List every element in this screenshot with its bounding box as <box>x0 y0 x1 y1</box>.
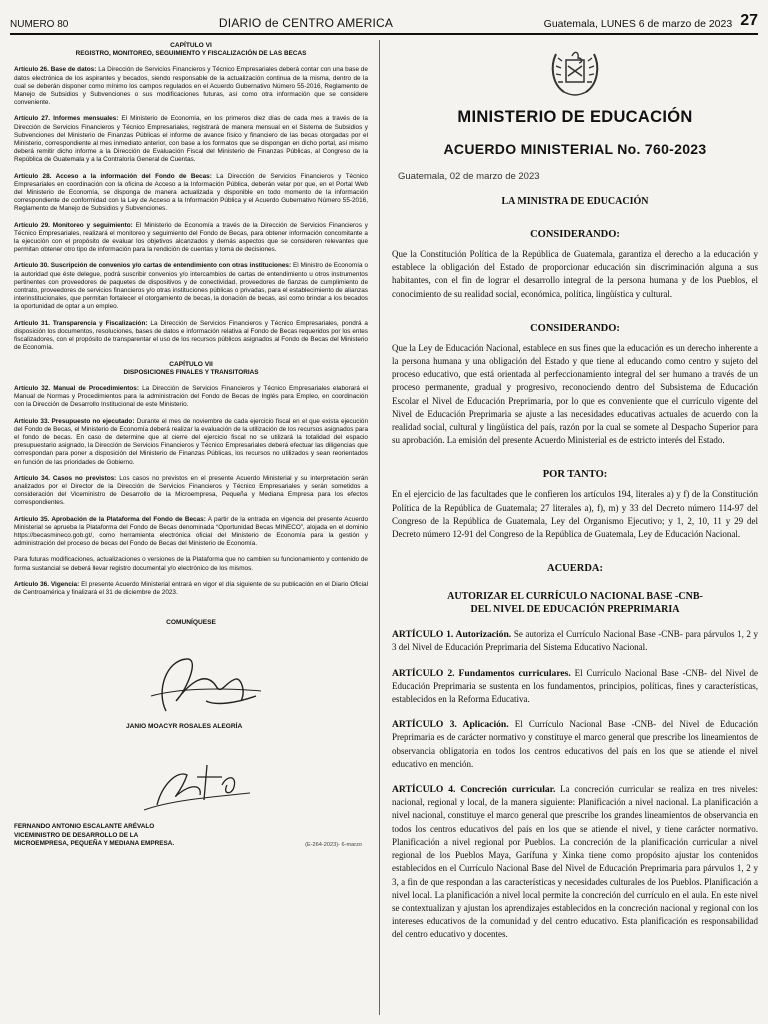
newspaper-name: DIARIO de CENTRO AMERICA <box>218 16 394 30</box>
left-column <box>14 40 368 1018</box>
chapter-heading: CAPÍTULO VI <box>170 42 212 49</box>
signature-2 <box>142 755 252 815</box>
article-29: Artículo 29. Monitoreo y seguimiento: El Ministerio de Economía a través de la Dirección de Servicios Financieros y Técnico Empresariales, realizará el monitoreo y seguimiento del Fondo de Becas, para obtener información concomitante a la ejecución con el propósito de evaluar los objetivos alcanzados y demás aspectos que se consideren relevantes que permitan obtener otro tipo de información para la rendición de cuentas y toma de decisiones. <box>14 221 368 254</box>
guatemala-coat-of-arms-icon <box>546 46 604 98</box>
minister-heading: LA MINISTRA DE EDUCACIÓN <box>501 196 649 207</box>
signature-1 <box>146 651 266 721</box>
viceminister-title: MICROEMPRESA, PEQUEÑA Y MEDIANA EMPRESA. <box>14 840 175 848</box>
viceminister-name: FERNANDO ANTONIO ESCALANTE ARÉVALO <box>14 823 155 831</box>
comuniquese-heading: COMUNÍQUESE <box>166 619 216 627</box>
article-36: Artículo 36. Vigencia: El presente Acuerdo Ministerial entrará en vigor el día siguiente de su publicación en el Diario Oficial de Centroamérica y finalizará el 31 de diciembre de 2023. <box>14 580 368 596</box>
articulo-2: ARTÍCULO 2. Fundamentos curriculares. El Currículo Nacional Base -CNB- del Nivel de Educación Preprimaria se sustenta en los fundamentos, principios, políticas, fines y características, establecidos en la Reforma Educativa. <box>392 667 758 705</box>
agreement-title: ACUERDO MINISTERIAL No. 760-2023 <box>443 141 707 157</box>
article-34: Artículo 34. Casos no previstos: Los casos no previstos en el presente Acuerdo Ministerial y su interpretación serán analizados por el Director de la Dirección de Servicios Financieros y Técnico Empresariales y serán sometidos a consideración del Viceministro de Desarrollo de la Microempresa, Pequeña y Mediana Empresa para los efectos correspondientes. <box>14 474 368 507</box>
articulo-3: ARTÍCULO 3. Aplicación. El Currículo Nacional Base -CNB- del Nivel de Educación Preprimaria es de carácter normativo y constituye el marco general que prescribe los lineamientos de observancia obligatoria en todos los centros educativos del país en los que se atiende el nivel educativo en mención. <box>392 719 758 769</box>
issue-number: NUMERO 80 <box>10 19 69 30</box>
page-number: 27 <box>740 12 758 29</box>
publication-reference: (E-264-2023)- 6-marzo <box>305 842 362 849</box>
article-32: Artículo 32. Manual de Procedimientos: La Dirección de Servicios Financieros y Técnico Empresariales elaborará el Manual de Normas y Procedimientos para la administración del Fondo de Becas de Inglés para Empleo, en coordinación con la Dirección de Desarrollo Institucional de este Ministerio. <box>14 384 368 409</box>
right-column <box>392 40 758 1018</box>
article-28: Artículo 28. Acceso a la información del Fondo de Becas: La Dirección de Servicios Financieros y Técnico Empresariales en coordinación con la oficina de Acceso a la Información Pública, deberán velar por que, en el Portal Web del Ministerio de Economía, se disponga de manera actualizada y disponible en todo momento de la información correspondiente de conformidad con la Ley de Acceso a la Información Pública y el Acuerdo Gubernativo Número 55-2016, Reglamento de Manejo de Subsidios y Subvenciones. <box>14 172 368 213</box>
place-date: Guatemala, 02 de marzo de 2023 <box>398 171 540 182</box>
chapter-title: DISPOSICIONES FINALES Y TRANSITORIAS <box>123 368 259 376</box>
considerando-heading: CONSIDERANDO: <box>530 322 620 334</box>
por-tanto-heading: POR TANTO: <box>542 469 608 481</box>
considerando-paragraph: Que la Ley de Educación Nacional, establece en sus fines que la educación es un derecho inherente a la persona humana y una obligación del Estado y que tiene al educando como centro y sujeto del proceso educativo, que está orientada al perfeccionamiento integral del ser humano a través de un proceso permanente, gradual y progresivo, reconociendo dentro del Subsistema de Educación Escolar el Nivel de Educación Preprimaria, por lo que es conveniente que el currículo vigente del Nivel de Educación Preprimaria se ajuste a las necesidades educativas actuales de acuerdo con la realidad social, cultural y lingüística del país, razón por la cual se somete al Despacho Superior para su aprobación. La emisión del presente Acuerdo Ministerial es de estricto interés del Estado. <box>392 342 758 446</box>
article-30: Artículo 30. Suscripción de convenios y/o cartas de entendimiento con otras instituciones: El Ministro de Economía o la autoridad que éste delegue, podrá suscribir convenios y/o intercambios de cartas de entendimiento u otros instrumentos pertinentes con proveedores de paquetes de dispositivos y de conectividad, proveedores de fianzas de cumplimiento de contrato, proveedores de servicios financieros y/o otras instituciones públicas o privadas, para el establecimiento de alianzas interinstitucionales, que permitan fortalecer el otorgamiento de becas, la donación de becas, así como brindar a los becados la oportunidad de optar a un empleo. <box>14 262 368 311</box>
acuerda-heading: ACUERDA: <box>547 563 603 575</box>
articulo-1: ARTÍCULO 1. Autorización. Se autoriza el Currículo Nacional Base -CNB- para párvulos 1, 2 y 3 del Nivel de Educación Preprimaria del Sistema Educativo Nacional. <box>392 629 758 653</box>
curriculum-title: AUTORIZAR EL CURRÍCULO NACIONAL BASE -CNB- DEL NIVEL DE EDUCACIÓN PREPRIMARIA <box>447 591 703 616</box>
article-31: Artículo 31. Transparencia y Fiscalización: La Dirección de Servicios Financieros y Técnico Empresariales, pondrá a disposición los documentos, resoluciones, bases de datos e información relativa al Fondo de Becas requeridos por los entes fiscalizadores, con el propósito de transparentar el uso de los recursos públicos asignados al Fondo de Becas del Ministerio de Economía. <box>14 319 368 352</box>
articulo-4: ARTÍCULO 4. Concreción curricular. La concreción curricular se realiza en tres niveles: nacional, regional y local, de la manera siguiente: Planificación a nivel nacional. La planificación a nivel nacional, constituye el marco general que prescribe los grandes lineamientos de observancia en todos los centros educativos del país en los que se atiende el nivel, y tiene carácter normativo. Planificación a nivel regional por Pueblos. La concreción de la planificación curricular a nivel regional de los Pueblos Maya, Garífuna y Xinka tiene como propósito ajustar los contenidos establecidos en el Currículo Nacional Base del Nivel de Educación Preprimaria para párvulos 1, 2 y 3, a fin de que respondan a las características y necesidades culturales de los Pueblos. Planificación a nivel local. La planificación a nivel local permite la concreción del currículo en el aula. En este nivel se contextualizan y ajustan los aprendizajes establecidos en la concreción nacional y regional con los intereses educativos de la comunidad y del centro educativo. Esta planificación es responsabilidad del centro educativo y docentes. <box>392 784 758 940</box>
article-35-paragraph: Para futuras modificaciones, actualizaciones o versiones de la Plataforma que no cambien su funcionamiento y contenido de forma sustancial se deberá llevar registro documental y/o electrónico de los mismos. <box>14 556 368 572</box>
viceminister-block <box>14 823 174 848</box>
page-header <box>10 4 758 35</box>
considerando-paragraph: Que la Constitución Política de la República de Guatemala, garantiza el derecho a la educación y establece la obligación del Estado de proporcionar educación sin discriminación alguna a sus habitantes, con el fin de lograr el desarrollo integral de la persona humana y de los Pueblos, el conocimiento de su realidad social, económica, política, lingüística y cultural. <box>392 249 758 299</box>
signature-block <box>14 627 368 857</box>
article-35: Artículo 35. Aprobación de la Plataforma del Fondo de Becas: A partir de la entrada en vigencia del presente Acuerdo Ministerial se aprueba la Plataforma del Fondo de Becas denominada “Oportunidad Becas MINECO”, alojada en el dominio https://becasmineco.gob.gt/, como herramienta electrónica oficial del Ministerio de Economía para la gestión y administración del proceso de becas del Fondo de Becas del Ministerio de Economía. <box>14 515 368 548</box>
article-27: Artículo 27. Informes mensuales: El Ministerio de Economía, en los primeros diez días de cada mes a través de la Dirección de Servicios Financieros y Técnico Empresariales, registrará de manera mensual en el Sistema de Subsidios y Subvenciones del Ministerio de Finanzas Públicas el informe de avance físico y financiero de las becas otorgadas por el Ministerio, correspondiente al mes inmediato anterior, con base a los formatos que se dispongan en dicho portal, así mismo deberá remitir dicho informe a la Dirección de Evaluación Fiscal del Ministerio de Finanzas Públicas, al Congreso de la República de Guatemala y a la Contraloría General de Cuentas. <box>14 115 368 164</box>
chapter-title: REGISTRO, MONITOREO, SEGUIMIENTO Y FISCALIZACIÓN DE LAS BECAS <box>75 50 307 58</box>
article-26: Artículo 26. Base de datos: La Dirección de Servicios Financieros y Técnico Empresariales deberá contar con una base de datos electrónica de los aspirantes y becados, siendo responsable de la actualización continua de la misma, dentro de la cual se deberán disponer como mínimo los campos regulados en el Acuerdo Gubernativo Número 55-2016, Reglamento de Manejo de Subsidios y Subvenciones o sus modificaciones futuras, así como otra información que se considere conveniente. <box>14 66 368 107</box>
ministry-title: MINISTERIO DE EDUCACIÓN <box>457 108 693 126</box>
signer-name: JANIO MOACYR ROSALES ALEGRÍA <box>126 723 243 731</box>
viceminister-title: VICEMINISTRO DE DESARROLLO DE LA <box>14 831 139 839</box>
header-right <box>544 12 758 30</box>
por-tanto-paragraph: En el ejercicio de las facultades que le confieren los artículos 194, literales a) y f) de la Constitución Política de la República de Guatemala; 27 literales a), f), m) y 33 del Decreto número 114-97 del Congreso de la República de Guatemala, Ley del Organismo Ejecutivo; y 1, 2, 10, 11 y 29 del Decreto número 12-91 del Congreso de la República de Guatemala, Ley de Educación Nacional. <box>392 489 758 540</box>
considerando-heading: CONSIDERANDO: <box>530 229 620 240</box>
article-33: Artículo 33. Presupuesto no ejecutado: Durante el mes de noviembre de cada ejercicio fiscal en el que exista ejecución del Fondo de Becas, el Ministerio de Economía deberá realizar la evaluación de la utilización de los recursos asignados para el fondo de becas. En caso de determine que al cierre del ejercicio fiscal no se utilizará la totalidad del espacio presupuestario asignado, la Dirección de Servicios Financieros y Técnico Empresariales deberá efectuar las diligencias que correspondan para poner a disposición del Ministerio de Finanzas Públicas, los recursos no utilizados y sean reorientados en función de las prioridades de Gobierno. <box>14 417 368 466</box>
chapter-heading: CAPÍTULO VII <box>169 360 213 368</box>
column-divider <box>379 40 380 1015</box>
issue-date: Guatemala, LUNES 6 de marzo de 2023 <box>543 18 733 30</box>
